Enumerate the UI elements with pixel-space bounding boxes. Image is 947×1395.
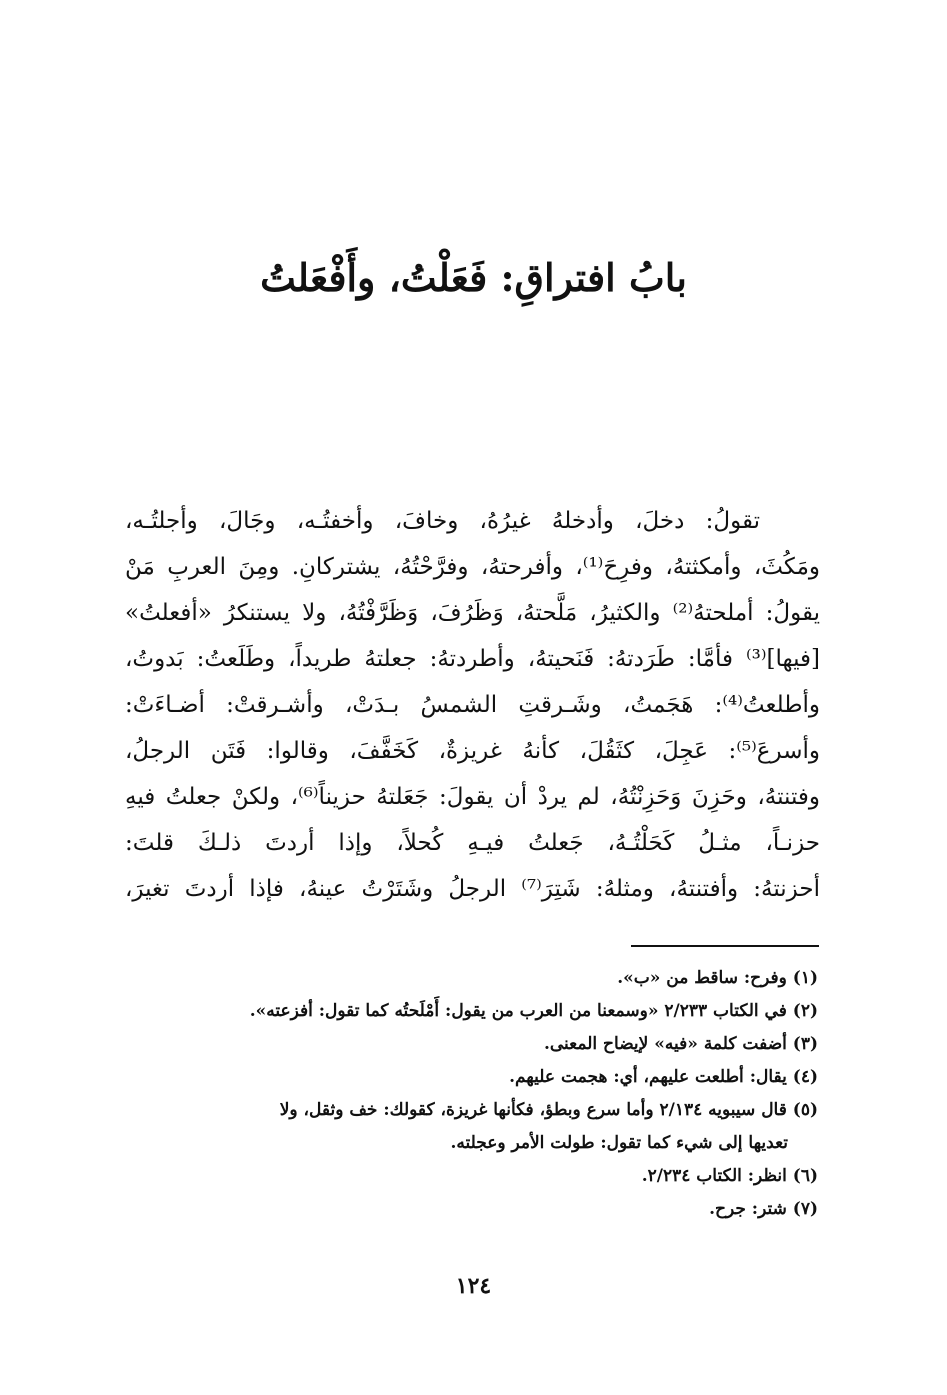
footnote: (٥) قال سيبويه ٢/١٣٤ وأما سرع وبطؤ، فكأنها غريزة، كقولك: خف وثقل، ولا [279, 1100, 818, 1120]
page-number: ١٢٤ [455, 1273, 492, 1299]
footnotes [140, 962, 818, 1226]
body-line: يقولُ: أملحتهُ⁽²⁾ والكثيرُ، مَلَّحتهُ، وَظَرُفَ، وَظَرَّفْتُهُ، ولا يستنكرُ «أفعلتُ» [125, 600, 821, 626]
body-line: حزنـاً، مثـلُ كَحَلْتُـهُ، جَعلتُ فيـهِ كُحلاً، وإذا أردتَ ذلـكَ قلتَ: [125, 830, 820, 856]
body-line: وأسرعَ⁽⁵⁾: عَجِلَ، كثَقُلَ، كأنهُ غريزةٌ، كَخَفَّفَ، وقالوا: فَتَن الرجلُ، [125, 738, 820, 764]
body-line: أحزنتهُ: وأفتنتهُ، ومثلهُ: شَتِرَ⁽⁷⁾ الرجلُ وشَتَرْتُ عينهُ، فإذا أردتَ تغيرَ، [125, 876, 820, 902]
footnote: (٣) أضفت كلمة «فيه» لإيضاح المعنى. [543, 1034, 818, 1054]
footnote: (١) وفرح: ساقط من «ب». [617, 968, 818, 988]
footnote: (٦) انظر: الكتاب ٢/٢٣٤. [641, 1166, 818, 1186]
footnote: (٤) يقال: أطلعت عليهم، أي: هجمت عليهم. [509, 1067, 818, 1087]
body-line: ومَكُثَ، وأمكثتهُ، وفرِحَ⁽¹⁾، وأفرحتهُ، وفرَّحْتُهُ، يشتركانِ. ومِنَ العربِ مَنْ [125, 554, 821, 580]
footnote-continuation: تعديها إلى شيء كما تقول: طولت الأمر وعجلته. [450, 1133, 788, 1153]
body-line: تقولُ: دخلَ، وأدخلهُ غيرُهُ، وخافَ، وأخفتُـه، وجَالَ، وأجلتُـه، [125, 508, 760, 534]
body-line: [فيها]⁽³⁾ فأمَّا: طَرَدتهُ: فَنَحيتهُ، وأطردتهُ: جعلتهُ طريداً، وطَلَعتُ: بَدوتُ، [125, 646, 820, 672]
body-line: وأطلعتُ⁽⁴⁾: هَجَمتُ، وشَـرقتِ الشمسُ بـدَتْ، وأشـرقتْ: أضـاءَتْ: [125, 692, 820, 718]
body-text [125, 498, 820, 912]
footnote: (٧) شتر: جرح. [709, 1199, 818, 1219]
body-line: وفتنتهُ، وحَزِنَ وَحَزِنْتُهُ، لم يردْ أن يقولَ: جَعَلتهُ حزيناً⁽⁶⁾، ولكنْ جعلتُ فيهِ [125, 784, 820, 810]
chapter-title: بابُ افتراقِ: فَعَلْتُ، وأَفْعَلتُ [260, 255, 687, 300]
footnote-separator [631, 945, 819, 947]
footnote: (٢) في الكتاب ٢/٢٣٣ «وسمعنا من العرب من يقول: أَمْلَحتُه كما تقول: أفزعته». [249, 1001, 818, 1021]
